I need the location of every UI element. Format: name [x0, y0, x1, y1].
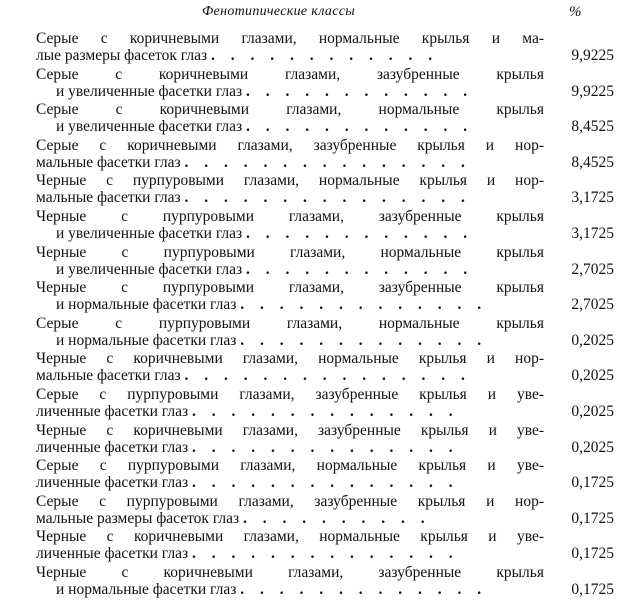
row-line-2	[36, 189, 544, 206]
row-line-2-text: мальные фасетки глаз	[36, 153, 181, 171]
leader-dots: . . . . . . . . . . . . .	[240, 296, 488, 314]
row-line-1: Серые с коричневыми глазами, нормальные крылья	[36, 101, 544, 119]
row-line-2-text: личенные фасетки глаз	[36, 438, 189, 456]
row-line-1: Серые с коричневыми глазами, зазубренные крылья	[36, 65, 544, 83]
table-row	[0, 528, 632, 564]
row-percent-value: 2,7025	[571, 296, 614, 314]
row-line-2-text: и увеличенные фасетки глаз	[56, 82, 243, 100]
row-line-2-text: и нормальные фасетки глаз	[56, 296, 237, 314]
leader-dots: . . . . . . . . . . . . . . .	[184, 153, 471, 171]
row-line-2-text: мальные размеры фасеток глаз	[36, 509, 240, 527]
classes-column-header: Фенотипические классы	[202, 4, 356, 19]
row-line-1: Черные с коричневыми глазами, зазубренные крылья и уве-	[36, 421, 544, 439]
row-line-2-text: лые размеры фасеток глаз	[36, 47, 208, 64]
row-description	[36, 493, 544, 527]
row-percent-value: 0,1725	[571, 509, 614, 527]
row-description	[36, 422, 544, 456]
row-percent-value: 9,9225	[571, 47, 614, 64]
row-line-2	[36, 510, 544, 527]
row-line-2	[36, 474, 544, 491]
row-percent-value: 2,7025	[571, 260, 614, 278]
phenotype-table	[0, 30, 632, 600]
row-description	[36, 101, 544, 135]
table-row	[0, 66, 632, 102]
leader-dots: . . . . . . . . . . . . . . .	[184, 367, 471, 385]
row-percent-value: 0,1725	[571, 580, 614, 598]
row-line-2	[36, 403, 544, 420]
row-percent-value: 8,4525	[571, 118, 614, 136]
row-line-2	[36, 47, 544, 64]
row-line-2-text: и увеличенные фасетки глаз	[56, 260, 243, 278]
row-line-2-text: и нормальные фасетки глаз	[56, 331, 237, 349]
row-line-1: Черные с пурпуровыми глазами, нормальные крылья	[36, 243, 544, 261]
leader-dots: . . . . . . . . . . . . . .	[192, 438, 459, 456]
table-row	[0, 137, 632, 173]
leader-dots: . . . . . . . . . . . . . .	[192, 474, 459, 492]
table-row	[0, 279, 632, 315]
row-line-2	[36, 225, 544, 242]
table-row	[0, 386, 632, 422]
row-line-2	[36, 545, 544, 562]
row-line-1: Серые с коричневыми глазами, нормальные крылья и ма-	[36, 30, 544, 47]
table-header	[0, 4, 632, 24]
row-line-1: Серые с коричневыми глазами, зазубренные крылья и нор-	[36, 136, 544, 154]
row-line-2	[36, 439, 544, 456]
row-line-2	[36, 367, 544, 384]
row-line-1: Серые с пурпуровыми глазами, нормальные крылья и уве-	[36, 457, 544, 475]
table-row	[0, 208, 632, 244]
row-line-2-text: личенные фасетки глаз	[36, 474, 189, 492]
row-description	[36, 386, 544, 420]
leader-dots: . . . . . . . . . . . .	[246, 224, 474, 242]
row-description	[36, 564, 544, 598]
row-line-1: Серые с пурпуровыми глазами, нормальные крылья	[36, 314, 544, 332]
row-description	[36, 528, 544, 562]
row-description	[36, 30, 544, 64]
row-line-2	[36, 581, 544, 598]
row-percent-value: 0,2025	[571, 438, 614, 456]
row-percent-value: 0,2025	[571, 331, 614, 349]
leader-dots: . . . . . . . . . . . .	[210, 47, 439, 64]
row-line-2	[36, 332, 544, 349]
table-row	[0, 422, 632, 458]
row-percent-value: 0,2025	[571, 367, 614, 385]
table-row	[0, 172, 632, 208]
row-description	[36, 350, 544, 384]
row-percent-value: 3,1725	[571, 224, 614, 242]
row-line-2-text: мальные фасетки глаз	[36, 367, 181, 385]
row-percent-value: 9,9225	[571, 82, 614, 100]
row-line-2-text: и увеличенные фасетки глаз	[56, 118, 243, 136]
row-line-2	[36, 261, 544, 278]
row-line-2-text: и нормальные фасетки глаз	[56, 580, 237, 598]
row-line-1: Черные с коричневыми глазами, нормальные крылья и нор-	[36, 350, 544, 368]
row-description	[36, 172, 544, 206]
row-description	[36, 457, 544, 491]
table-row	[0, 493, 632, 529]
row-description	[36, 66, 544, 100]
row-description	[36, 137, 544, 171]
row-line-1: Черные с коричневыми глазами, нормальные крылья и уве-	[36, 528, 544, 546]
row-line-2	[36, 118, 544, 135]
percent-column-header: %	[569, 4, 582, 20]
row-percent-value: 0,2025	[571, 402, 614, 420]
leader-dots: . . . . . . . . . . . . .	[240, 331, 488, 349]
table-row	[0, 564, 632, 600]
row-line-2-text: личенные фасетки глаз	[36, 402, 189, 420]
row-description	[36, 279, 544, 313]
row-line-2-text: личенные фасетки глаз	[36, 545, 189, 563]
leader-dots: . . . . . . . . . .	[243, 509, 431, 527]
row-line-1: Черные с пурпуровыми глазами, нормальные крылья и нор-	[36, 172, 544, 190]
leader-dots: . . . . . . . . . . . . . .	[192, 545, 459, 563]
leader-dots: . . . . . . . . . . . . . . .	[184, 189, 471, 207]
table-row	[0, 315, 632, 351]
row-percent-value: 0,1725	[571, 474, 614, 492]
row-percent-value: 8,4525	[571, 153, 614, 171]
leader-dots: . . . . . . . . . . . .	[246, 260, 474, 278]
row-percent-value: 3,1725	[571, 189, 614, 207]
row-description	[36, 208, 544, 242]
leader-dots: . . . . . . . . . . . .	[246, 118, 474, 136]
table-row	[0, 457, 632, 493]
row-line-1: Серые с пурпуровыми глазами, зазубренные крылья и нор-	[36, 492, 544, 510]
table-row	[0, 244, 632, 280]
table-row	[0, 350, 632, 386]
row-description	[36, 244, 544, 278]
row-percent-value: 0,1725	[571, 545, 614, 563]
leader-dots: . . . . . . . . . . . . .	[240, 580, 488, 598]
row-line-1: Черные с пурпуровыми глазами, зазубренные крылья	[36, 279, 544, 297]
row-line-2-text: и увеличенные фасетки глаз	[56, 224, 243, 242]
leader-dots: . . . . . . . . . . . . . .	[192, 402, 459, 420]
table-row	[0, 30, 632, 66]
row-line-2-text: мальные фасетки глаз	[36, 189, 181, 207]
row-line-2	[36, 154, 544, 171]
row-line-1: Черные с коричневыми глазами, зазубренные крылья	[36, 563, 544, 581]
row-line-1: Серые с пурпуровыми глазами, зазубренные крылья и уве-	[36, 385, 544, 403]
row-line-2	[36, 296, 544, 313]
row-description	[36, 315, 544, 349]
row-line-1: Черные с пурпуровыми глазами, зазубренные крылья	[36, 207, 544, 225]
leader-dots: . . . . . . . . . . . .	[246, 82, 474, 100]
table-row	[0, 101, 632, 137]
row-line-2	[36, 83, 544, 100]
